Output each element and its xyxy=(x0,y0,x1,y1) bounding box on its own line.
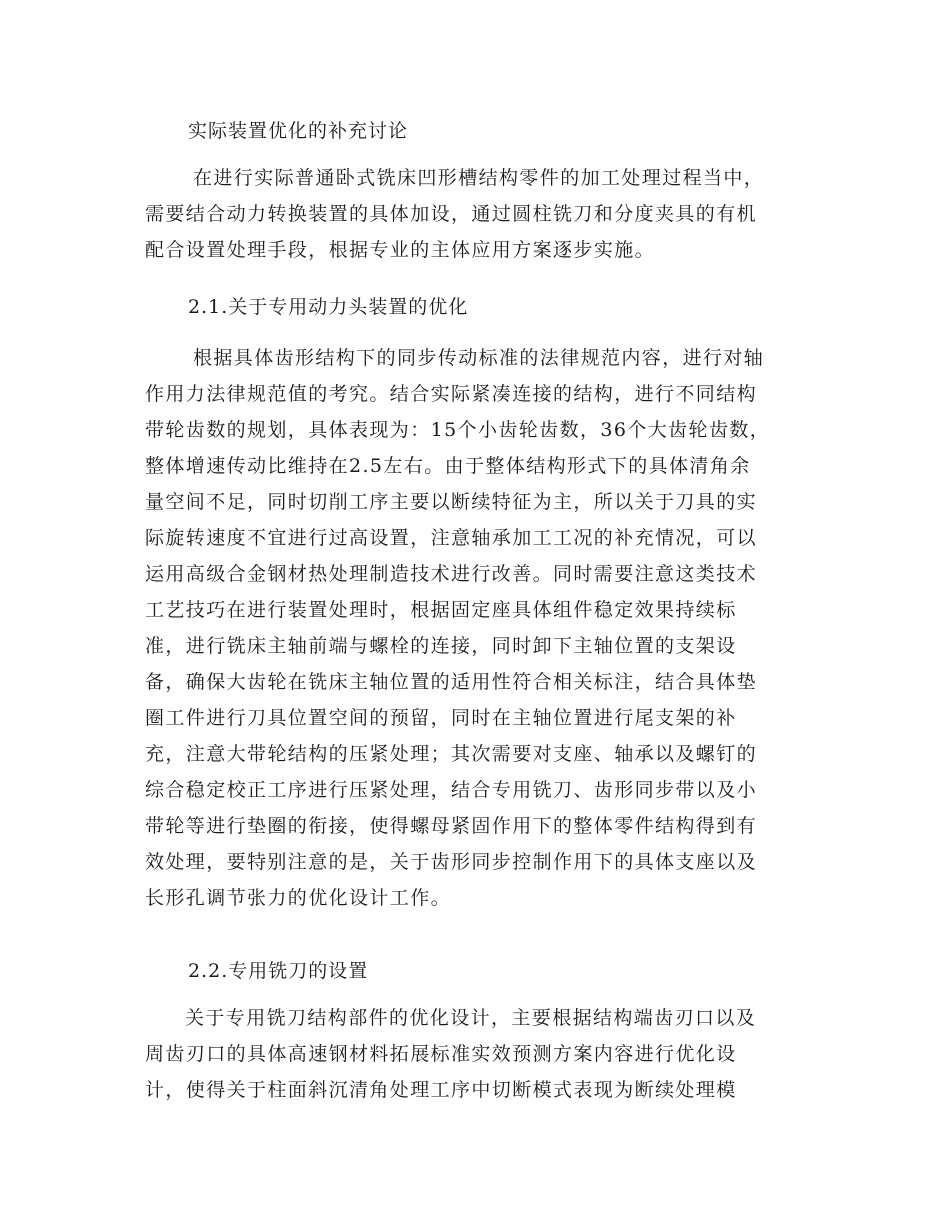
paragraph-line: 备，确保大齿轮在铣床主轴位置的适用性符合相关标注，结合具体垫 xyxy=(145,671,758,693)
paragraph-line: 长形孔调节张力的优化设计工作。 xyxy=(145,887,452,909)
paragraph-line: 带轮等进行垫圈的衔接，使得螺母紧固作用下的整体零件结构得到有 xyxy=(145,815,758,837)
paragraph-line: 充，注意大带轮结构的压紧处理；其次需要对支座、轴承以及螺钉的 xyxy=(145,743,758,765)
paragraph-line: 计，使得关于柱面斜沉清角处理工序中切断模式表现为断续处理模 xyxy=(145,1079,737,1101)
paragraph-line: 周齿刃口的具体高速钢材料拓展标准实效预测方案内容进行优化设 xyxy=(145,1043,737,1065)
paragraph-line: 工艺技巧在进行装置处理时，根据固定座具体组件稳定效果持续标 xyxy=(145,599,737,621)
paragraph-line: 带轮齿数的规划，具体表现为：15个小齿轮齿数，36个大齿轮齿数， xyxy=(145,419,771,441)
paragraph-line: 整体增速传动比维持在2.5左右。由于整体结构形式下的具体清角余 xyxy=(145,455,751,477)
section-heading-2-1: 2.1.关于专用动力头装置的优化 xyxy=(188,296,469,318)
section-heading-supplement: 实际装置优化的补充讨论 xyxy=(188,120,409,142)
paragraph-line: 需要结合动力转换装置的具体加设，通过圆柱铣刀和分度夹具的有机 xyxy=(145,203,758,225)
paragraph-power-head xyxy=(145,340,815,916)
paragraph-line: 在进行实际普通卧式铣床凹形槽结构零件的加工处理过程当中， xyxy=(193,167,765,189)
paragraph-line: 际旋转速度不宜进行过高设置，注意轴承加工工况的补充情况，可以 xyxy=(145,527,758,549)
section-heading-2-2: 2.2.专用铣刀的设置 xyxy=(188,960,369,982)
paragraph-line: 根据具体齿形结构下的同步传动标准的法律规范内容，进行对轴 xyxy=(193,347,765,369)
paragraph-line: 效处理，要特别注意的是，关于齿形同步控制作用下的具体支座以及 xyxy=(145,851,758,873)
paragraph-line: 量空间不足，同时切削工序主要以断续特征为主，所以关于刀具的实 xyxy=(145,491,758,513)
paragraph-line: 关于专用铣刀结构部件的优化设计，主要根据结构端齿刃口以及 xyxy=(185,1007,757,1029)
paragraph-milling-cutter xyxy=(145,1000,815,1108)
paragraph-line: 作用力法律规范值的考究。结合实际紧凑连接的结构，进行不同结构 xyxy=(145,383,758,405)
paragraph-line: 配合设置处理手段，根据专业的主体应用方案逐步实施。 xyxy=(145,239,656,261)
paragraph-line: 圈工件进行刀具位置空间的预留，同时在主轴位置进行尾支架的补 xyxy=(145,707,737,729)
paragraph-line: 综合稳定校正工序进行压紧处理，结合专用铣刀、齿形同步带以及小 xyxy=(145,779,758,801)
paragraph-line: 准，进行铣床主轴前端与螺栓的连接，同时卸下主轴位置的支架设 xyxy=(145,635,737,657)
paragraph-line: 运用高级合金钢材热处理制造技术进行改善。同时需要注意这类技术 xyxy=(145,563,758,585)
paragraph-intro xyxy=(145,160,815,268)
